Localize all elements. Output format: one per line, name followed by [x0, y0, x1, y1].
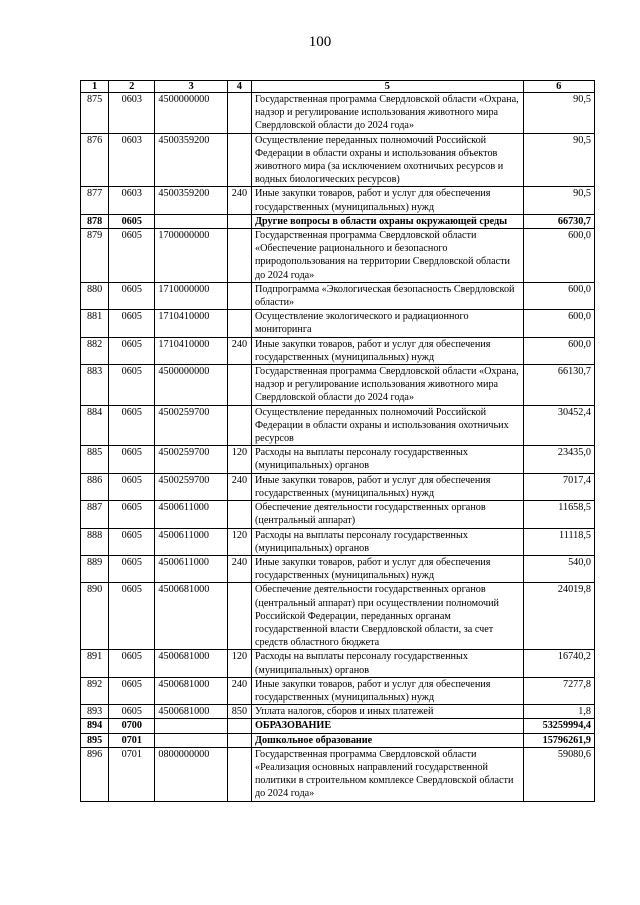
amount-cell: 15796261,9: [523, 733, 594, 747]
row-number-cell: 886: [81, 473, 109, 500]
table-row: [81, 677, 595, 704]
item-name-cell: Расходы на выплаты персоналу государственных (муниципальных) органов: [251, 650, 523, 677]
row-number-cell: 896: [81, 747, 109, 801]
target-code-cell: 1710410000: [155, 310, 227, 337]
expense-type-cell: 120: [227, 446, 251, 473]
amount-cell: 11118,5: [523, 528, 594, 555]
section-code-cell: 0700: [109, 719, 155, 733]
section-code-cell: 0605: [109, 282, 155, 309]
target-code-cell: [155, 214, 227, 228]
amount-cell: 30452,4: [523, 405, 594, 446]
target-code-cell: 4500681000: [155, 705, 227, 719]
item-name-cell: Иные закупки товаров, работ и услуг для обеспечения государственных (муниципальных) нужд: [251, 337, 523, 364]
section-code-cell: 0605: [109, 677, 155, 704]
row-number-cell: 879: [81, 229, 109, 283]
expense-type-cell: [227, 747, 251, 801]
table-row: [81, 733, 595, 747]
section-code-cell: 0603: [109, 133, 155, 187]
item-name-cell: Иные закупки товаров, работ и услуг для обеспечения государственных (муниципальных) нужд: [251, 555, 523, 582]
row-number-cell: 887: [81, 501, 109, 528]
target-code-cell: 4500611000: [155, 501, 227, 528]
item-name-cell: Расходы на выплаты персоналу государственных (муниципальных) органов: [251, 528, 523, 555]
amount-cell: 23435,0: [523, 446, 594, 473]
item-name-cell: Дошкольное образование: [251, 733, 523, 747]
target-code-cell: 1700000000: [155, 229, 227, 283]
item-name-cell: Осуществление переданных полномочий Российской Федерации в области охраны и использования охотничьих ресурсов: [251, 405, 523, 446]
section-code-cell: 0605: [109, 446, 155, 473]
table-row: [81, 747, 595, 801]
item-name-cell: Иные закупки товаров, работ и услуг для обеспечения государственных (муниципальных) нужд: [251, 473, 523, 500]
row-number-cell: 891: [81, 650, 109, 677]
item-name-cell: Другие вопросы в области охраны окружающей среды: [251, 214, 523, 228]
section-code-cell: 0605: [109, 528, 155, 555]
target-code-cell: 4500359200: [155, 133, 227, 187]
section-code-cell: 0605: [109, 337, 155, 364]
target-code-cell: 4500611000: [155, 555, 227, 582]
expense-type-cell: [227, 229, 251, 283]
table-row: [81, 133, 595, 187]
table-row: [81, 93, 595, 134]
target-code-cell: 4500000000: [155, 93, 227, 134]
target-code-cell: 4500611000: [155, 528, 227, 555]
section-code-cell: 0605: [109, 555, 155, 582]
column-header-amount: 6: [523, 81, 594, 93]
target-code-cell: 4500259700: [155, 473, 227, 500]
table-row: [81, 650, 595, 677]
item-name-cell: Обеспечение деятельности государственных органов (центральный аппарат): [251, 501, 523, 528]
item-name-cell: Уплата налогов, сборов и иных платежей: [251, 705, 523, 719]
row-number-cell: 893: [81, 705, 109, 719]
table-header-row: [81, 81, 595, 93]
section-code-cell: 0605: [109, 310, 155, 337]
table-row: [81, 365, 595, 406]
expense-type-cell: 240: [227, 187, 251, 214]
section-code-cell: 0605: [109, 501, 155, 528]
section-code-cell: 0701: [109, 747, 155, 801]
item-name-cell: Расходы на выплаты персоналу государственных (муниципальных) органов: [251, 446, 523, 473]
expense-type-cell: [227, 719, 251, 733]
amount-cell: 53259994,4: [523, 719, 594, 733]
amount-cell: 600,0: [523, 310, 594, 337]
section-code-cell: 0603: [109, 187, 155, 214]
table-row: [81, 446, 595, 473]
expense-type-cell: 120: [227, 528, 251, 555]
item-name-cell: Подпрограмма «Экологическая безопасность Свердловской области»: [251, 282, 523, 309]
table-row: [81, 187, 595, 214]
row-number-cell: 895: [81, 733, 109, 747]
expense-type-cell: [227, 365, 251, 406]
amount-cell: 600,0: [523, 282, 594, 309]
amount-cell: 66730,7: [523, 214, 594, 228]
row-number-cell: 890: [81, 583, 109, 650]
amount-cell: 600,0: [523, 337, 594, 364]
section-code-cell: 0605: [109, 229, 155, 283]
table-row: [81, 583, 595, 650]
amount-cell: 540,0: [523, 555, 594, 582]
expense-type-cell: 240: [227, 337, 251, 364]
amount-cell: 90,5: [523, 133, 594, 187]
row-number-cell: 876: [81, 133, 109, 187]
row-number-cell: 882: [81, 337, 109, 364]
target-code-cell: 4500681000: [155, 677, 227, 704]
row-number-cell: 885: [81, 446, 109, 473]
target-code-cell: 4500259700: [155, 446, 227, 473]
section-code-cell: 0605: [109, 365, 155, 406]
expense-type-cell: [227, 93, 251, 134]
item-name-cell: Обеспечение деятельности государственных органов (центральный аппарат) при осуществлении полномочий Российской Федерации, переданных органам государственной власти Свердловской области, за счет средств областного бюджета: [251, 583, 523, 650]
section-code-cell: 0701: [109, 733, 155, 747]
amount-cell: 90,5: [523, 93, 594, 134]
row-number-cell: 889: [81, 555, 109, 582]
expense-type-cell: 120: [227, 650, 251, 677]
row-number-cell: 881: [81, 310, 109, 337]
column-header-name: 5: [251, 81, 523, 93]
expense-type-cell: [227, 405, 251, 446]
amount-cell: 7277,8: [523, 677, 594, 704]
amount-cell: 1,8: [523, 705, 594, 719]
amount-cell: 90,5: [523, 187, 594, 214]
expense-type-cell: [227, 583, 251, 650]
table-row: [81, 473, 595, 500]
section-code-cell: 0605: [109, 405, 155, 446]
table-row: [81, 705, 595, 719]
expense-type-cell: [227, 310, 251, 337]
expense-type-cell: 240: [227, 473, 251, 500]
table-row: [81, 555, 595, 582]
row-number-cell: 894: [81, 719, 109, 733]
row-number-cell: 884: [81, 405, 109, 446]
target-code-cell: 4500681000: [155, 650, 227, 677]
table-row: [81, 282, 595, 309]
budget-table: [80, 80, 595, 802]
table-body: [81, 93, 595, 802]
expense-type-cell: 240: [227, 677, 251, 704]
amount-cell: 24019,8: [523, 583, 594, 650]
section-code-cell: 0605: [109, 473, 155, 500]
expense-type-cell: [227, 282, 251, 309]
page-number: 100: [308, 34, 332, 50]
table-row: [81, 337, 595, 364]
section-code-cell: 0605: [109, 650, 155, 677]
expense-type-cell: [227, 501, 251, 528]
table-row: [81, 229, 595, 283]
item-name-cell: Иные закупки товаров, работ и услуг для обеспечения государственных (муниципальных) нужд: [251, 187, 523, 214]
table-row: [81, 528, 595, 555]
item-name-cell: ОБРАЗОВАНИЕ: [251, 719, 523, 733]
item-name-cell: Государственная программа Свердловской области «Охрана, надзор и регулирование использования животного мира Свердловской области до 2024 года»: [251, 365, 523, 406]
item-name-cell: Осуществление переданных полномочий Российской Федерации в области охраны и использования объектов животного мира (за исключением охотничьих ресурсов и водных биологических ресурсов): [251, 133, 523, 187]
row-number-cell: 883: [81, 365, 109, 406]
item-name-cell: Иные закупки товаров, работ и услуг для обеспечения государственных (муниципальных) нужд: [251, 677, 523, 704]
target-code-cell: [155, 733, 227, 747]
section-code-cell: 0605: [109, 705, 155, 719]
item-name-cell: Осуществление экологического и радиационного мониторинга: [251, 310, 523, 337]
column-header-number: 1: [81, 81, 109, 93]
table-row: [81, 501, 595, 528]
table-row: [81, 405, 595, 446]
target-code-cell: 4500359200: [155, 187, 227, 214]
column-header-expense-type: 4: [227, 81, 251, 93]
expense-type-cell: 850: [227, 705, 251, 719]
table-row: [81, 214, 595, 228]
target-code-cell: 4500259700: [155, 405, 227, 446]
column-header-target-code: 3: [155, 81, 227, 93]
target-code-cell: 0800000000: [155, 747, 227, 801]
amount-cell: 600,0: [523, 229, 594, 283]
table-row: [81, 310, 595, 337]
row-number-cell: 892: [81, 677, 109, 704]
row-number-cell: 877: [81, 187, 109, 214]
amount-cell: 66130,7: [523, 365, 594, 406]
amount-cell: 7017,4: [523, 473, 594, 500]
amount-cell: 11658,5: [523, 501, 594, 528]
target-code-cell: [155, 719, 227, 733]
expense-type-cell: 240: [227, 555, 251, 582]
target-code-cell: 1710410000: [155, 337, 227, 364]
target-code-cell: 4500681000: [155, 583, 227, 650]
section-code-cell: 0603: [109, 93, 155, 134]
section-code-cell: 0605: [109, 214, 155, 228]
row-number-cell: 888: [81, 528, 109, 555]
row-number-cell: 875: [81, 93, 109, 134]
target-code-cell: 4500000000: [155, 365, 227, 406]
target-code-cell: 1710000000: [155, 282, 227, 309]
amount-cell: 59080,6: [523, 747, 594, 801]
table-row: [81, 719, 595, 733]
section-code-cell: 0605: [109, 583, 155, 650]
amount-cell: 16740,2: [523, 650, 594, 677]
item-name-cell: Государственная программа Свердловской области «Реализация основных направлений государственной политики в строительном комплексе Свердловской области до 2024 года»: [251, 747, 523, 801]
row-number-cell: 878: [81, 214, 109, 228]
expense-type-cell: [227, 214, 251, 228]
expense-type-cell: [227, 133, 251, 187]
row-number-cell: 880: [81, 282, 109, 309]
expense-type-cell: [227, 733, 251, 747]
item-name-cell: Государственная программа Свердловской области «Обеспечение рационального и безопасного природопользования на территории Свердловской области до 2024 года»: [251, 229, 523, 283]
item-name-cell: Государственная программа Свердловской области «Охрана, надзор и регулирование использования животного мира Свердловской области до 2024 года»: [251, 93, 523, 134]
column-header-section: 2: [109, 81, 155, 93]
